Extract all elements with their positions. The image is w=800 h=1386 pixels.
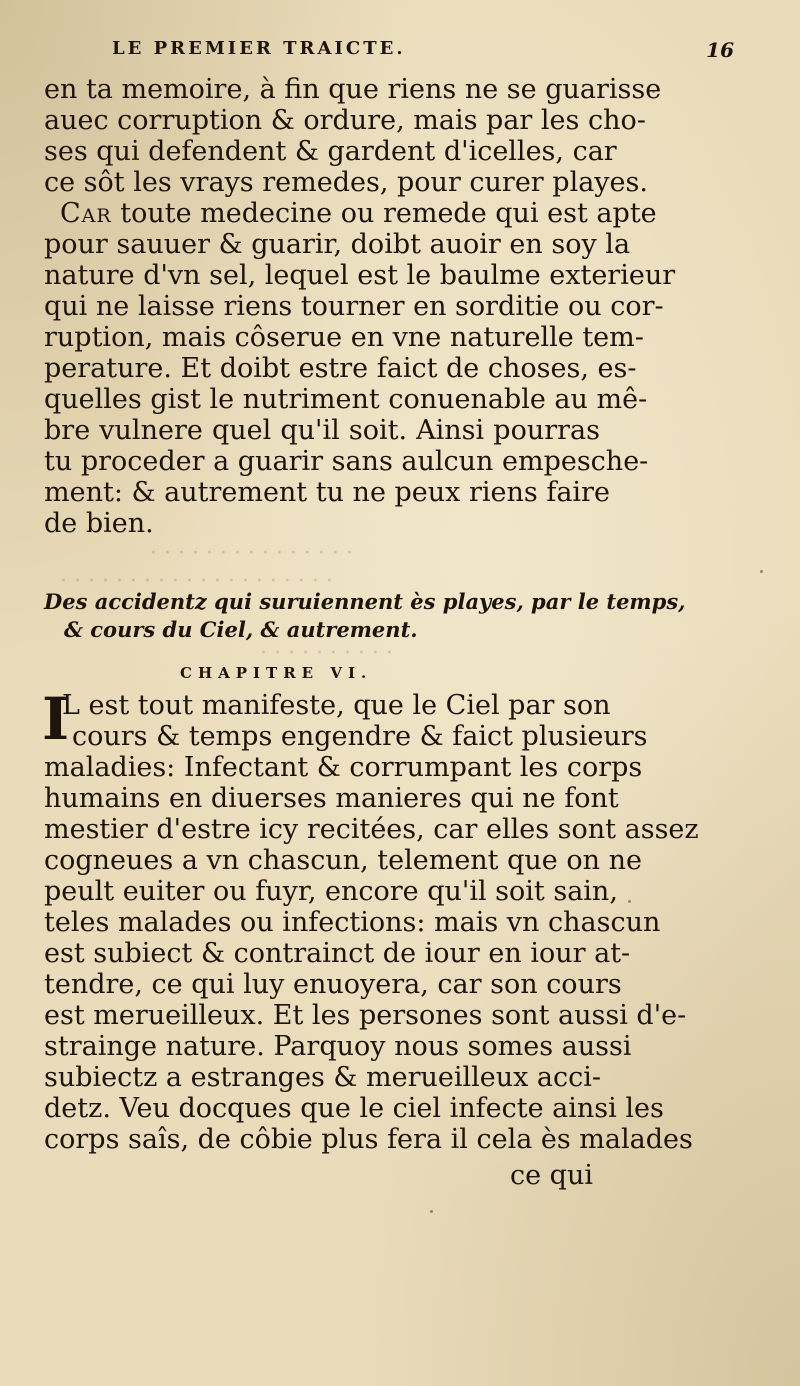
- text-line: ruption, mais côserue en vne naturelle tem-: [44, 322, 644, 353]
- text-line: ce sôt les vrays remedes, pour curer playes.: [44, 167, 648, 198]
- text-line: auec corruption & ordure, mais par les cho-: [44, 105, 646, 136]
- show-through-text: · · · · · · · · · ·: [260, 641, 393, 666]
- text-line: tu proceder a guarir sans aulcun empesche-: [44, 446, 649, 477]
- text-line: cours & temps engendre & faict plusieurs: [72, 721, 648, 752]
- running-header: [112, 38, 772, 62]
- text-line: en ta memoire, à fin que riens ne se guarisse: [44, 74, 662, 105]
- text-line: bre vulnere quel qu'il soit. Ainsi pourras: [44, 415, 600, 446]
- text-line: quelles gist le nutriment conuenable au mê-: [44, 384, 648, 415]
- text-line: subiectz a estranges & merueilleux acci-: [44, 1062, 602, 1093]
- show-through-text: · · · · · · · · · · · · · · ·: [150, 541, 353, 566]
- text-line: teles malades ou infections: mais vn chascun: [44, 907, 661, 938]
- drop-cap: I: [42, 685, 70, 753]
- text-line-rest: toute medecine ou remede qui est apte: [120, 198, 657, 229]
- text-line: est merueilleux. Et les persones sont aussi d'e-: [44, 1000, 687, 1031]
- text-line: nature d'vn sel, lequel est le baulme exterieur: [44, 260, 676, 291]
- paper-speck: [430, 1210, 433, 1213]
- text-line: mestier d'estre icy recitées, car elles sont assez: [44, 814, 699, 845]
- text-line: strainge nature. Parquoy nous somes aussi: [44, 1031, 632, 1062]
- text-line: qui ne laisse riens tourner en sorditie ou cor-: [44, 291, 664, 322]
- section-rubric: Des accidentz qui suruiennent ès playes, par le temps,: [44, 589, 686, 614]
- paper-speck: [652, 90, 655, 93]
- section-rubric: & cours du Ciel, & autrement.: [64, 617, 418, 642]
- page-number: 16: [706, 38, 734, 62]
- running-title: LE PREMIER TRAICTE.: [112, 38, 406, 59]
- text-line: L est tout manifeste, que le Ciel par son: [62, 690, 611, 721]
- chapter-heading: CHAPITRE VI.: [180, 664, 373, 682]
- text-line: humains en diuerses manieres qui ne font: [44, 783, 619, 814]
- text-line: de bien.: [44, 508, 154, 539]
- text-line: ses qui defendent & gardent d'icelles, car: [44, 136, 617, 167]
- show-through-text: · · · · · · · · · · · · · · · · · · · ·: [60, 569, 333, 594]
- text-line: peult euiter ou fuyr, encore qu'il soit sain,: [44, 876, 618, 907]
- text-line: est subiect & contrainct de iour en iour at-: [44, 938, 631, 969]
- text-line: perature. Et doibt estre faict de choses, es-: [44, 353, 637, 384]
- paragraph-lead-word: Car: [60, 198, 112, 229]
- text-line: tendre, ce qui luy enuoyera, car son cours: [44, 969, 622, 1000]
- text-line: pour sauuer & guarir, doibt auoir en soy la: [44, 229, 631, 260]
- text-line: maladies: Infectant & corrumpant les corps: [44, 752, 643, 783]
- text-line: [60, 198, 657, 229]
- text-line: cogneues a vn chascun, telement que on ne: [44, 845, 642, 876]
- text-line: detz. Veu docques que le ciel infecte ainsi les: [44, 1093, 664, 1124]
- paper-speck: [628, 900, 631, 903]
- text-line: ment: & autrement tu ne peux riens faire: [44, 477, 610, 508]
- text-line: corps saîs, de côbie plus fera il cela ès malades: [44, 1124, 693, 1155]
- paper-speck: [760, 570, 763, 573]
- catchword: ce qui: [510, 1160, 593, 1191]
